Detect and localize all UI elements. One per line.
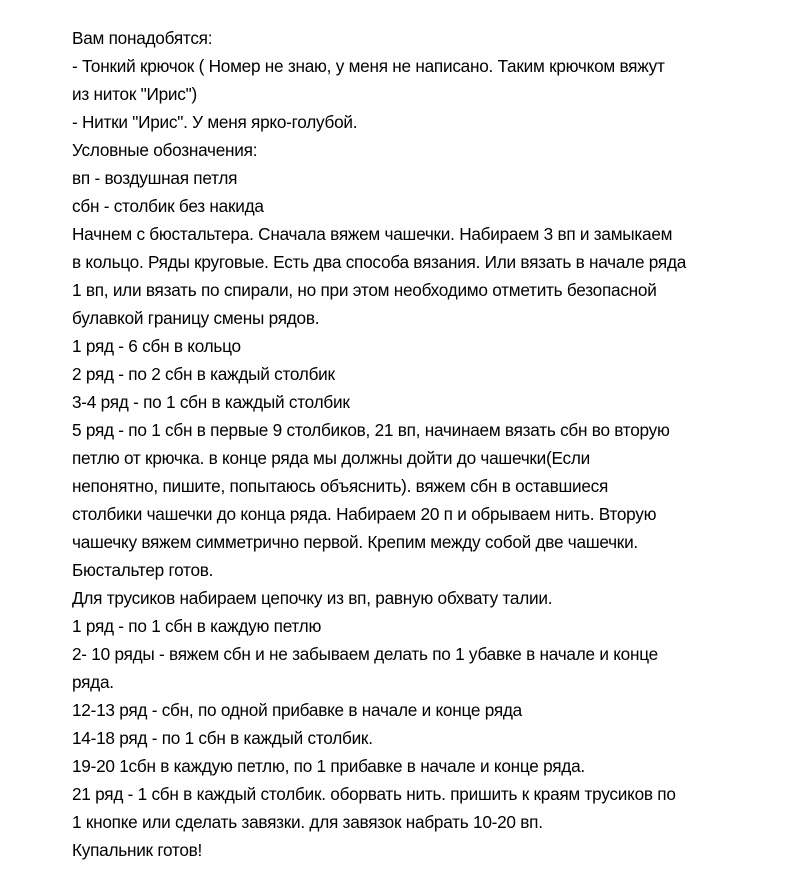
- text-line: 19-20 1сбн в каждую петлю, по 1 прибавке в начале и конце ряда.: [72, 756, 585, 776]
- text-line: 2 ряд - по 2 сбн в каждый столбик: [72, 364, 335, 384]
- text-line: в кольцо. Ряды круговые. Есть два способа вязания. Или вязать в начале ряда: [72, 252, 687, 272]
- text-line: - Нитки "Ирис". У меня ярко-голубой.: [72, 112, 358, 132]
- text-line: вп - воздушная петля: [72, 168, 238, 188]
- text-line: 14-18 ряд - по 1 сбн в каждый столбик.: [72, 728, 373, 748]
- text-line: сбн - столбик без накида: [72, 196, 264, 216]
- text-line: 1 кнопке или сделать завязки. для завязок набрать 10-20 вп.: [72, 812, 543, 832]
- document-body: [72, 24, 762, 864]
- text-line: из ниток "Ирис"): [72, 84, 197, 104]
- text-line: 21 ряд - 1 сбн в каждый столбик. оборвать нить. пришить к краям трусиков по: [72, 784, 676, 804]
- text-line: ряда.: [72, 672, 114, 692]
- text-line: - Тонкий крючок ( Номер не знаю, у меня не написано. Таким крючком вяжут: [72, 56, 665, 76]
- text-line: 3-4 ряд - по 1 сбн в каждый столбик: [72, 392, 350, 412]
- text-line: петлю от крючка. в конце ряда мы должны дойти до чашечки(Если: [72, 448, 590, 468]
- text-line: Купальник готов!: [72, 840, 203, 860]
- text-line: 2- 10 ряды - вяжем сбн и не забываем делать по 1 убавке в начале и конце: [72, 644, 658, 664]
- text-line: Начнем с бюстальтера. Сначала вяжем чашечки. Набираем 3 вп и замыкаем: [72, 224, 673, 244]
- text-line: чашечку вяжем симметрично первой. Крепим между собой две чашечки.: [72, 532, 638, 552]
- text-line: булавкой границу смены рядов.: [72, 308, 320, 328]
- text-line: 1 ряд - по 1 сбн в каждую петлю: [72, 616, 322, 636]
- text-line: Вам понадобятся:: [72, 28, 213, 48]
- text-line: 1 ряд - 6 сбн в кольцо: [72, 336, 241, 356]
- text-line: Условные обозначения:: [72, 140, 258, 160]
- text-line: 5 ряд - по 1 сбн в первые 9 столбиков, 21 вп, начинаем вязать сбн во вторую: [72, 420, 670, 440]
- text-line: Бюстальтер готов.: [72, 560, 214, 580]
- text-line: 12-13 ряд - сбн, по одной прибавке в начале и конце ряда: [72, 700, 522, 720]
- text-line: непонятно, пишите, попытаюсь объяснить). вяжем сбн в оставшиеся: [72, 476, 609, 496]
- text-line: Для трусиков набираем цепочку из вп, равную обхвату талии.: [72, 588, 553, 608]
- text-line: 1 вп, или вязать по спирали, но при этом необходимо отметить безопасной: [72, 280, 657, 300]
- text-line: столбики чашечки до конца ряда. Набираем 20 п и обрываем нить. Вторую: [72, 504, 657, 524]
